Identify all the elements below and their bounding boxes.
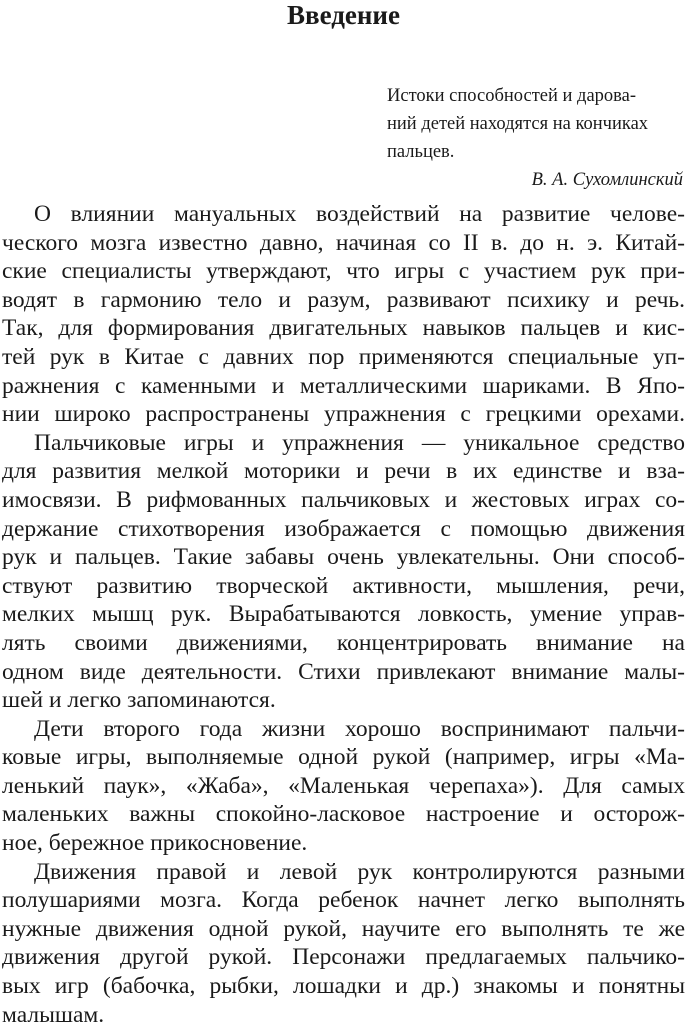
text-line: лять своими движениями, концентрировать внимание на: [2, 629, 685, 656]
text-line: Пальчиковые игры и упражнения — уникальное средство: [34, 429, 685, 456]
text-line: рук и пальцев. Такие забавы очень увлекательны. Они способ-: [2, 544, 685, 571]
text-line: маленьких важны спокойно-ласковое настроение и осторож-: [2, 801, 685, 828]
text-line: ковые игры, выполняемые одной рукой (например, игры «Ма-: [2, 744, 685, 771]
text-line: держание стихотворения изображается с помощью движения: [2, 515, 685, 542]
text-line: нии широко распространены упражнения с грецкими орехами.: [2, 401, 685, 428]
text-line: ские специалисты утверждают, что игры с участием рук при-: [2, 258, 685, 285]
epigraph: [387, 82, 683, 194]
text-line: полушариями мозга. Когда ребенок начнет легко выполнять: [2, 887, 685, 914]
text-line: движения другой рукой. Персонажи предлагаемых пальчико-: [2, 944, 685, 971]
text-line: нужные движения одной рукой, научите его выполнять те же: [2, 915, 685, 942]
body-text: [2, 200, 685, 1029]
text-line: малышам.: [2, 1001, 105, 1028]
text-line: ческого мозга известно давно, начиная со II в. до н. э. Китай-: [2, 229, 685, 256]
text-line: мелких мышц рук. Вырабатываются ловкость, умение управ-: [2, 601, 685, 628]
text-line: ствуют развитию творческой активности, мышления, речи,: [2, 572, 685, 599]
text-line: ражнения с каменными и металлическими шариками. В Япо-: [2, 372, 685, 399]
text-line: О влиянии мануальных воздействий на развитие челове-: [34, 201, 685, 227]
text-line: Движения правой и левой рук контролируются разными: [34, 858, 685, 885]
text-line: имосвязи. В рифмованных пальчиковых и жестовых играх со-: [2, 486, 685, 513]
text-line: ное, бережное прикосновение.: [2, 830, 308, 857]
text-line: Дети второго года жизни хорошо воспринимают пальчи-: [34, 715, 685, 742]
epigraph-line: пальцев.: [387, 142, 455, 162]
text-line: тей рук в Китае с давних пор применяются специальные уп-: [2, 343, 685, 370]
text-line: шей и легко запоминаются.: [2, 687, 276, 714]
epigraph-line: Истоки способностей и дарова-: [387, 86, 637, 106]
paragraph-3: [2, 715, 685, 858]
text-line: для развития мелкой моторики и речи в их единстве и вза-: [2, 458, 685, 485]
text-line: ленький паук», «Жаба», «Маленькая черепаха»). Для самых: [2, 772, 685, 799]
text-line: вых игр (бабочка, рыбки, лошадки и др.) знакомы и понятны: [2, 973, 685, 1000]
epigraph-line: ний детей находятся на кончиках: [387, 114, 649, 134]
text-line: водят в гармонию тело и разум, развивают психику и речь.: [2, 286, 685, 313]
paragraph-4: [2, 858, 685, 1029]
text-line: Так, для формирования двигательных навыков пальцев и кис-: [2, 315, 685, 342]
paragraph-2: [2, 429, 685, 715]
text-line: одном виде деятельности. Стихи привлекают внимание малы-: [2, 658, 685, 685]
paragraph-1: [2, 200, 685, 429]
chapter-title: Введение: [287, 0, 400, 30]
epigraph-author: В. А. Сухомлинский: [531, 170, 683, 190]
